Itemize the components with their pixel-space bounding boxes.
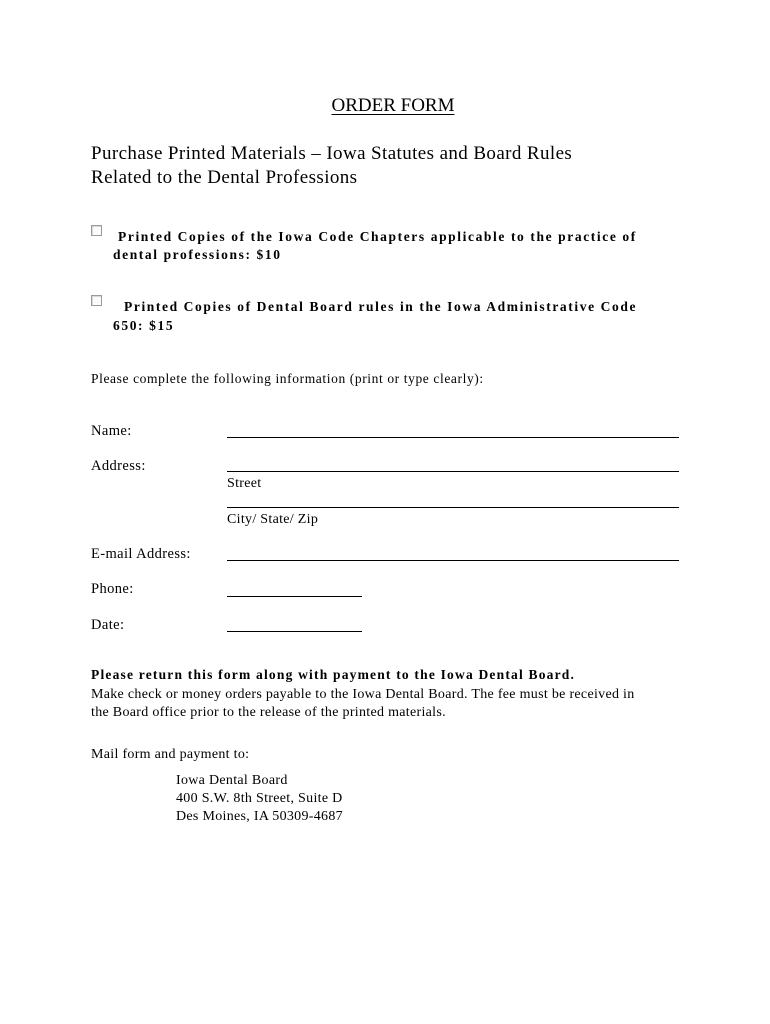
- street-label: Street: [227, 476, 262, 491]
- payment-instructions-line1: Make check or money orders payable to the Iowa Dental Board. The fee must be received in: [91, 687, 635, 702]
- board-rules-option-price: 650: $15: [113, 318, 175, 333]
- payment-instructions-line2: the Board office prior to the release of the printed materials.: [91, 705, 446, 720]
- address-label: Address:: [91, 458, 146, 474]
- email-label: E-mail Address:: [91, 546, 191, 562]
- return-note-heading: Please return this form along with payment to the Iowa Dental Board.: [91, 667, 576, 682]
- date-label: Date:: [91, 617, 125, 633]
- board-rules-checkbox[interactable]: [91, 295, 102, 306]
- code-chapters-option-label: Printed Copies of the Iowa Code Chapters applicable to the practice of: [118, 229, 637, 244]
- form-heading-line1: Purchase Printed Materials – Iowa Statutes and Board Rules: [91, 143, 573, 164]
- mail-street-address: 400 S.W. 8th Street, Suite D: [176, 791, 343, 806]
- instructions-text: Please complete the following information (print or type clearly):: [91, 371, 484, 386]
- city-state-zip-field[interactable]: [227, 507, 679, 508]
- phone-field[interactable]: [227, 596, 362, 597]
- form-title: ORDER FORM: [331, 95, 455, 116]
- city-state-zip-label: City/ State/ Zip: [227, 512, 319, 527]
- name-label: Name:: [91, 423, 132, 439]
- phone-label: Phone:: [91, 581, 134, 597]
- date-field[interactable]: [227, 631, 362, 632]
- mail-city-address: Des Moines, IA 50309-4687: [176, 809, 343, 824]
- code-chapters-option-price: dental professions: $10: [113, 247, 282, 262]
- board-rules-option-label: Printed Copies of Dental Board rules in the Iowa Administrative Code: [124, 299, 638, 314]
- name-field[interactable]: [227, 437, 679, 438]
- mail-recipient-name: Iowa Dental Board: [176, 773, 288, 788]
- form-heading-line2: Related to the Dental Professions: [91, 167, 358, 188]
- street-field[interactable]: [227, 471, 679, 472]
- code-chapters-checkbox[interactable]: [91, 225, 102, 236]
- mail-to-label: Mail form and payment to:: [91, 747, 250, 762]
- email-field[interactable]: [227, 560, 679, 561]
